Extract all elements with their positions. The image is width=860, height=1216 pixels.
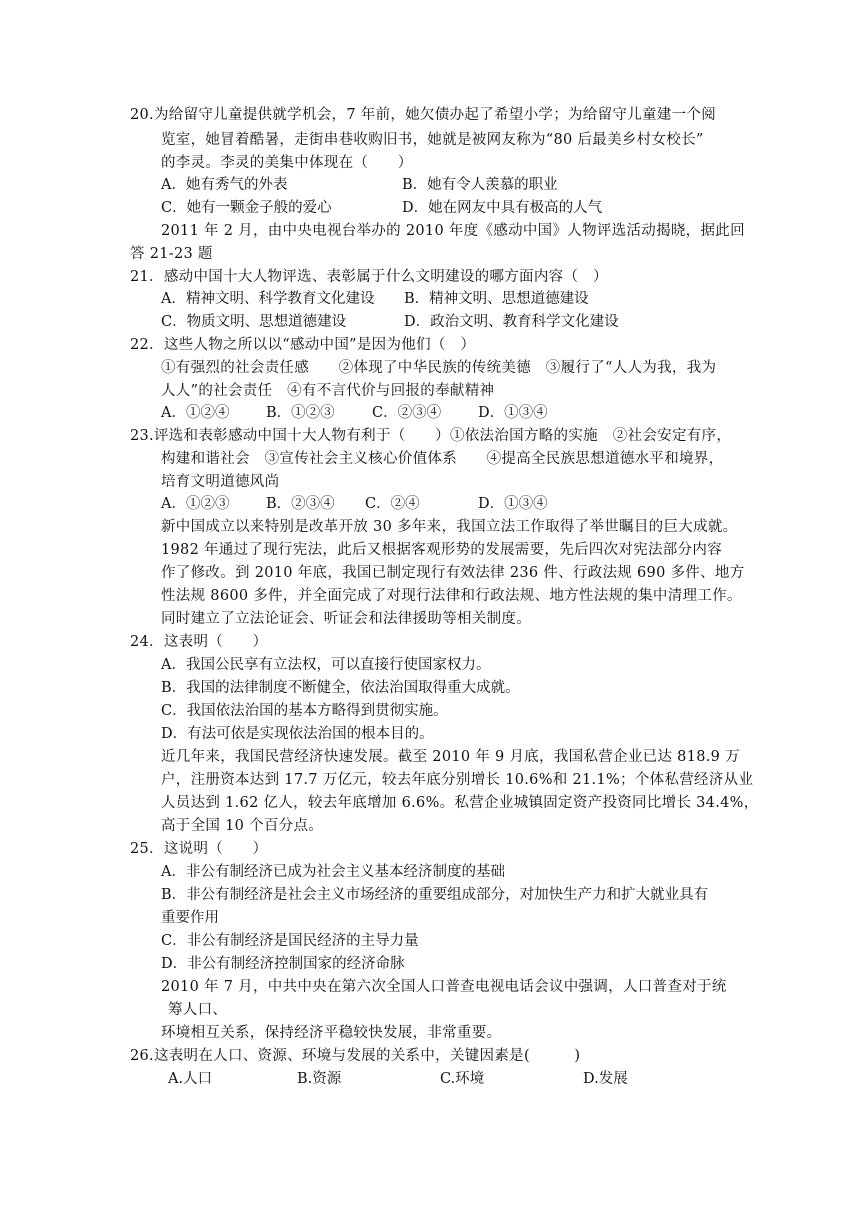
q21-option-a: A．精神文明、科学教育文化建设	[161, 291, 375, 307]
q26-stem: 26.这表明在人口、资源、环境与发展的关系中，关键因素是( )	[130, 1048, 581, 1064]
q24-option-b: B．我国的法律制度不断健全，依法治国取得重大成就。	[161, 680, 520, 696]
q21-option-c: C．物质文明、思想道德建设	[161, 314, 347, 330]
q22-stem: 22．这些人物之所以以“感动中国”是因为他们（ ）	[130, 337, 476, 353]
q20-stem-line3: 的李灵。李灵的美集中体现在（ ）	[161, 155, 413, 171]
passage-24-line4: 性法规 8600 多件，并全面完成了对现行法律和行政法规、地方性法规的集中清理工作。	[161, 588, 742, 604]
q20-option-c: C．她有一颗金子般的爱心	[161, 200, 332, 216]
q26-option-c: C.环境	[440, 1071, 485, 1087]
q22-line2: ①有强烈的社会责任感 ②体现了中华民族的传统美德 ③履行了“人人为我，我为	[161, 360, 717, 376]
passage-25-line3: 人员达到 1.62 亿人，较去年底增加 6.6%。私营企业城镇固定资产投资同比增长 34.4%，	[161, 795, 759, 811]
q22-option-c: C．②③④	[372, 405, 442, 421]
q23-stem-line1: 23.评选和表彰感动中国十大人物有利于（ ）①依法治国方略的实施 ②社会安定有序，	[130, 428, 732, 444]
q26-option-d: D.发展	[583, 1071, 628, 1087]
q24-option-a: A．我国公民享有立法权，可以直接行使国家权力。	[161, 657, 491, 673]
q25-option-b-line1: B．非公有制经济是社会主义市场经济的重要组成部分，对加快生产力和扩大就业具有	[161, 887, 709, 903]
passage-24-line1: 新中国成立以来特别是改革开放 30 多年来，我国立法工作取得了举世瞩目的巨大成就。	[161, 519, 738, 535]
q23-option-a: A．①②③	[161, 496, 230, 512]
q26-option-b: B.资源	[297, 1071, 342, 1087]
q23-option-c: C．②④	[365, 496, 420, 512]
q21-option-d: D．政治文明、教育科学文化建设	[404, 314, 619, 330]
q25-option-d: D．非公有制经济控制国家的经济命脉	[161, 956, 405, 972]
q24-stem: 24．这表明（ ）	[130, 634, 268, 650]
q24-option-d: D．有法可依是实现依法治国的根本目的。	[161, 726, 434, 742]
q25-stem: 25．这说明（ ）	[130, 841, 268, 857]
intro-21-23-line1: 2011 年 2 月，由中央电视台举办的 2010 年度《感动中国》人物评选活动揭晓，据此回	[161, 223, 745, 239]
passage-25-line2: 户，注册资本达到 17.7 万亿元，较去年底分别增长 10.6%和 21.1%；个体私营经济从业	[161, 772, 754, 788]
q21-option-b: B．精神文明、思想道德建设	[404, 291, 589, 307]
q23-stem-line3: 培育文明道德风尚	[161, 474, 280, 490]
q20-option-a: A．她有秀气的外表	[161, 177, 288, 193]
q23-option-d: D．①③④	[478, 496, 548, 512]
q21-stem: 21．感动中国十大人物评选、表彰属于什么文明建设的哪方面内容（ ）	[130, 269, 608, 285]
q20-option-b: B．她有令人羡慕的职业	[402, 177, 558, 193]
intro-21-23-line2: 答 21-23 题	[130, 246, 213, 262]
q23-stem-line2: 构建和谐社会 ③宣传社会主义核心价值体系 ④提高全民族思想道德水平和境界，	[161, 451, 724, 467]
q22-option-b: B．①②③	[266, 405, 335, 421]
passage-26-line3: 环境相互关系，保持经济平稳较快发展，非常重要。	[161, 1025, 502, 1041]
passage-26-line2: 筹人口、	[168, 1002, 228, 1018]
passage-25-line4: 高于全国 10 个百分点。	[161, 818, 324, 834]
q20-stem-line2: 览室，她冒着酷暑，走街串巷收购旧书，她就是被网友称为“80 后最美乡村女校长”	[161, 132, 704, 148]
q25-option-b-line2: 重要作用	[161, 910, 219, 926]
q22-option-a: A．①②④	[161, 405, 230, 421]
passage-24-line2: 1982 年通过了现行宪法，此后又根据客观形势的发展需要，先后四次对宪法部分内容	[161, 542, 723, 558]
q26-option-a: A.人口	[168, 1071, 213, 1087]
passage-25-line1: 近几年来，我国民营经济快速发展。截至 2010 年 9 月底，我国私营企业已达 818.9 万	[161, 749, 740, 765]
q24-option-c: C．我国依法治国的基本方略得到贯彻实施。	[161, 703, 448, 719]
q20-option-d: D．她在网友中具有极高的人气	[402, 200, 603, 216]
passage-24-line5: 同时建立了立法论证会、听证会和法律援助等相关制度。	[161, 611, 531, 627]
q25-option-a: A．非公有制经济已成为社会主义基本经济制度的基础	[161, 864, 505, 880]
passage-24-line3: 作了修改。到 2010 年底，我国已制定现行有效法律 236 件、行政法规 690 多件、地方	[161, 565, 745, 581]
q25-option-c: C．非公有制经济是国民经济的主导力量	[161, 933, 419, 949]
q22-option-d: D．①③④	[478, 405, 548, 421]
q22-line3: 人人”的社会责任 ④有不言代价与回报的奉献精神	[161, 383, 495, 399]
q23-option-b: B．②③④	[266, 496, 335, 512]
passage-26-line1: 2010 年 7 月，中共中央在第六次全国人口普查电视电话会议中强调，人口普查对于统	[161, 979, 727, 995]
q20-stem-line1: 20.为给留守儿童提供就学机会，7 年前，她欠债办起了希望小学；为给留守儿童建一个阅	[130, 107, 716, 123]
